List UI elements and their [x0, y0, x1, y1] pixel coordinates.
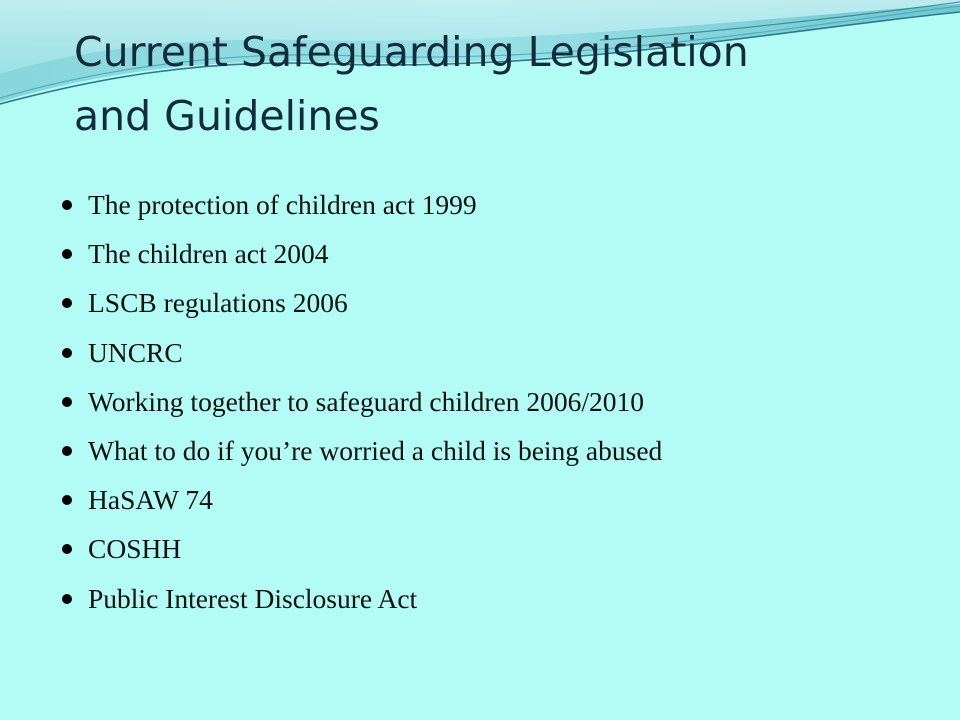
- slide-title: [74, 20, 934, 148]
- bullet-item: [62, 574, 942, 623]
- bullet-dot-icon: [62, 348, 72, 358]
- bullet-dot-icon: [62, 446, 72, 456]
- bullet-dot-icon: [62, 495, 72, 505]
- bullet-text: UNCRC: [88, 336, 183, 368]
- bullet-item: [62, 377, 942, 426]
- bullet-text: HaSAW 74: [88, 484, 213, 516]
- bullet-dot-icon: [62, 544, 72, 554]
- bullet-item: [62, 278, 942, 327]
- bullet-text: Working together to safeguard children 2006/2010: [88, 385, 645, 417]
- bullet-item: [62, 524, 942, 573]
- bullet-text: What to do if you’re worried a child is being abused: [88, 434, 663, 466]
- bullet-text: Public Interest Disclosure Act: [88, 582, 418, 614]
- slide-title-line-1: Current Safeguarding Legislation: [74, 28, 749, 76]
- bullet-text: COSHH: [88, 533, 182, 565]
- bullet-text: The children act 2004: [88, 238, 329, 270]
- bullet-text: The protection of children act 1999: [88, 189, 477, 220]
- bullet-dot-icon: [62, 200, 72, 210]
- bullet-item: [62, 426, 942, 475]
- bullet-item: [62, 229, 942, 278]
- bullet-dot-icon: [62, 397, 72, 407]
- bullet-list: [62, 180, 942, 623]
- bullet-dot-icon: [62, 298, 72, 308]
- bullet-item: [62, 328, 942, 377]
- bullet-dot-icon: [62, 249, 72, 259]
- bullet-text: LSCB regulations 2006: [88, 287, 348, 319]
- bullet-dot-icon: [62, 594, 72, 604]
- slide-title-line-2: and Guidelines: [74, 92, 380, 140]
- bullet-item: [62, 180, 942, 229]
- bullet-item: [62, 475, 942, 524]
